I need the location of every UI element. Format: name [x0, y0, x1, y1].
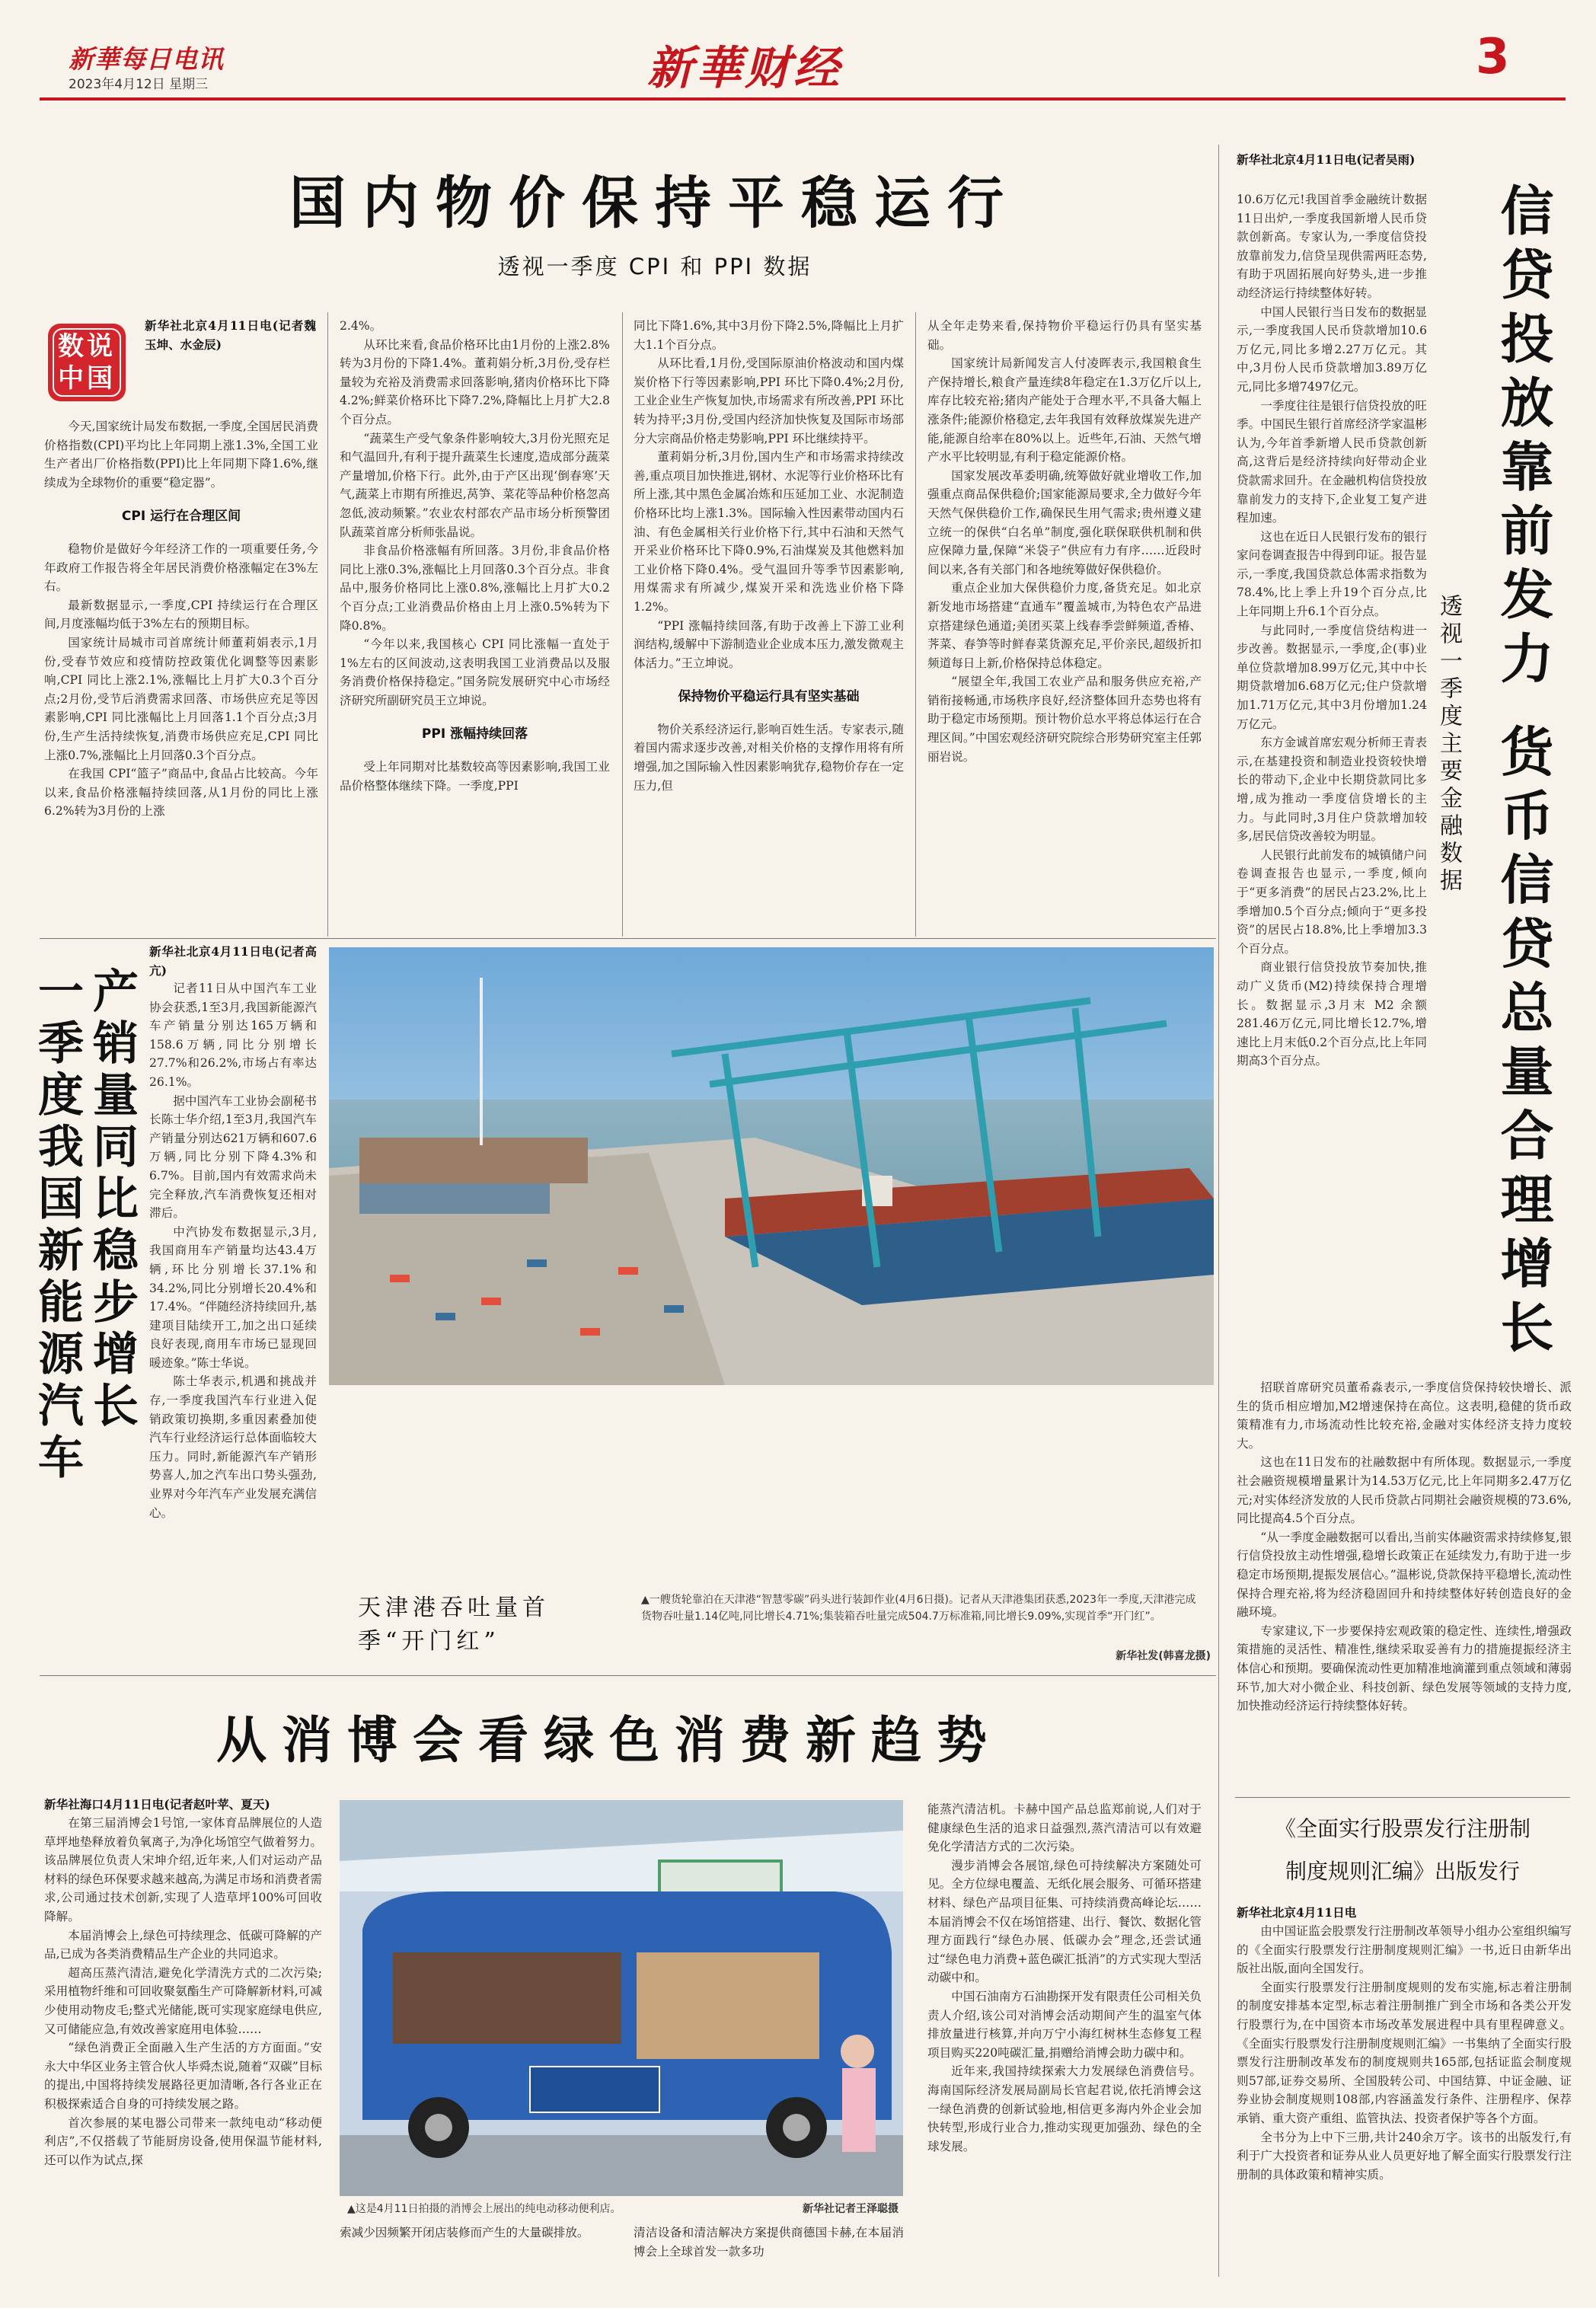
- expo-photo: [340, 1800, 903, 2196]
- divider-right-column: [1218, 145, 1219, 2277]
- auto-dateline: [149, 943, 317, 980]
- stock-dateline: [1237, 1904, 1572, 1923]
- body-paragraph: 受上年同期对比基数较高等因素影响,我国工业品价格整体继续下降。一季度,PPI: [340, 760, 610, 793]
- auto-headline-a: 一季度我国新能源汽车: [30, 967, 84, 1485]
- body-paragraph: 国家统计局城市司首席统计师董莉娟表示,1月份,受春节效应和疫情防控政策优化调整等因素影响,CPI 同比上涨2.1%,涨幅比上月扩大0.3个百分点;2月份,受节后消费需求回落、市场供应充足等因素影响,CPI 同比涨幅比上月回落1.1个百分点;3月份,生产生活持续恢复,消费市场供应充足,CPI 同比上涨0.7%,涨幅比上月回落0.3个百分点。: [44, 635, 318, 762]
- masthead-rule: [40, 97, 1566, 101]
- masthead: [0, 0, 1596, 95]
- shuoshuo-badge: [44, 320, 129, 405]
- stock-dateline-text: 新华社北京4月11日电: [1237, 1905, 1357, 1920]
- body-paragraph: 稳物价是做好今年经济工作的一项重要任务,今年政府工作报告将全年居民消费价格涨幅定在3%左右。: [44, 541, 318, 594]
- credit-col2: [1237, 1378, 1572, 1716]
- divider-auto-top: [40, 938, 1216, 939]
- auto-headline-b: 产销量同比稳步增长: [85, 967, 139, 1433]
- body-paragraph: 从环比来看,食品价格环比由1月份的上涨2.8%转为3月份的下降1.4%。董莉娟分析,3月份,受存栏量较为充裕及消费需求回落影响,猪肉价格环比下降4.2%;鲜菜价格环比下降7.2%,降幅比上月扩大2.8个百分点。: [340, 337, 610, 426]
- badge-text: 数说中国: [58, 331, 116, 394]
- divider-stock-top: [1235, 1797, 1570, 1798]
- credit-subtitle: 透视一季度主要金融数据: [1435, 594, 1462, 895]
- credit-headline: 信贷投放靠前发力 货币信贷总量合理增长: [1492, 183, 1555, 1364]
- body-paragraph: 商业银行信贷投放节奏加快,推动广义货币(M2)持续保持合理增长。数据显示,3月末 M2 余额281.46万亿元,同比增长12.7%,增速比上月末低0.2个百分点,比上年同期高3个百分点。: [1237, 960, 1427, 1068]
- cpi-col2: [340, 317, 610, 795]
- expo-headline: 从消博会看绿色消费新趋势: [216, 1710, 1002, 1770]
- expo-photo-image: [340, 1800, 903, 2196]
- body-paragraph: 能蒸汽清洁机。卡赫中国产品总监郑前说,人们对于健康绿色生活的追求日益强烈,蒸汽清洁可以有效避免化学清洁方式的二次污染。: [927, 1802, 1202, 1854]
- body-paragraph: 漫步消博会各展馆,绿色可持续解决方案随处可见。全方位绿电覆盖、无纸化展会服务、可循环搭建材料、绿色产品项目征集、可持续消费高峰论坛……本届消博会不仅在场馆搭建、出行、餐饮、数据化管理方面践行“绿色办展、低碳办会”理念,还尝试通过“绿色电力消费+蓝色碳汇抵消”的方式实现大型活动碳中和。: [927, 1858, 1202, 1985]
- body-paragraph: 招联首席研究员董希淼表示,一季度信贷保持较快增长、派生的货币相应增加,M2增速保持在高位。这表明,稳健的货币政策精准有力,市场流动性比较充裕,金融对实体经济支持力度较大。: [1237, 1381, 1572, 1451]
- expo-col1: [44, 1814, 322, 2169]
- expo-under-photo-b: [634, 2223, 904, 2261]
- expo-photo-credit: 新华社记者王泽聪摄: [803, 2203, 899, 2215]
- body-paragraph: 在第三届消博会1号馆,一家体育品牌展位的人造草坪地垫释放着负氧离子,为净化场馆空气做着努力。该品牌展位负责人宋坤介绍,近年来,人们对运动产品材料的绿色环保要求越来越高,为满足市场和消费者需求,公司通过技术创新,实现了人造草坪100%可回收降解。: [44, 1816, 322, 1923]
- body-paragraph: 专家建议,下一步要保持宏观政策的稳定性、连续性,增强政策措施的灵活性、精准性,继续采取妥善有力的措施提振经济主体信心和预期。要确保流动性更加精准地滴灌到重点领域和薄弱环节,加大对小微企业、科技创新、绿色发展等领域的支持力度,加快推动经济运行持续整体好转。: [1237, 1623, 1572, 1713]
- stock-headline-2: 制度规则汇编》出版发行: [1285, 1859, 1520, 1884]
- body-paragraph: 这也在11日发布的社融数据中有所体现。数据显示,一季度社会融资规模增量累计为14.53万亿元,比上年同期多2.47万亿元;对实体经济发放的人民币贷款占同期社会融资规模的73.6%,同比提高4.5个百分点。: [1237, 1455, 1572, 1526]
- cpi-dateline-text: 新华社北京4月11日电(记者魏玉坤、水金辰): [145, 318, 316, 352]
- section-subheading: 保持物价平稳运行具有坚实基础: [678, 689, 860, 705]
- body-paragraph: 今天,国家统计局发布数据,一季度,全国居民消费价格指数(CPI)平均比上年同期上涨1.3%,全国工业生产者出厂价格指数(PPI)比上年同期下降1.6%,继续成为全球物价的重要“稳定器”。: [44, 420, 318, 490]
- body-paragraph: 全书分为上中下三册,共计240余万字。该书的出版发行,有利于广大投资者和证券从业人员更好地了解全面实行股票发行注册制的具体政策和精神实质。: [1237, 2130, 1572, 2182]
- page-number: 3: [1476, 29, 1510, 85]
- body-paragraph: “展望全年,我国工农业产品和服务供应充裕,产销衔接畅通,市场秩序良好,经济整体回升态势也将有助于稳定市场预期。预计物价总水平将总体运行在合理区间。”中国宏观经济研究院综合形势研究室主任郭丽岩说。: [927, 675, 1202, 764]
- body-paragraph: “从一季度金融数据可以看出,当前实体融资需求持续修复,银行信贷投放主动性增强,稳增长政策正在延续发力,有助于进一步稳定市场预期,提振发展信心。”温彬说,贷款保持平稳增长,流动性保持合理充裕,将为经济稳固回升和持续整体好转创造良好的金融环境。: [1237, 1530, 1572, 1620]
- cpi-headline: 国内物价保持平稳运行: [289, 171, 1020, 236]
- expo-under-photo-a: [340, 2223, 610, 2243]
- body-paragraph: 董莉娟分析,3月份,国内生产和市场需求持续改善,重点项目加快推进,钢材、水泥等行业价格环比有所上涨,其中黑色金属冶炼和压延加工业、水泥制造价格环比均上涨1.3%。国际输入性因素带动国内石油、有色金属相关行业价格下行,其中石油和天然气开采业价格环比下降0.9%,石油煤炭及其他燃料加工业价格下降0.4%。受气温回升等季节因素影响,用煤需求有所减少,煤炭开采和洗选业价格下降1.2%。: [634, 450, 904, 614]
- cpi-dateline: [145, 317, 316, 354]
- auto-dateline-text: 新华社北京4月11日电(记者高亢): [149, 944, 317, 978]
- credit-col1: [1237, 190, 1427, 1071]
- expo-under-photo-a-text: 索减少因频繁开闭店装修而产生的大量碳排放。: [340, 2226, 589, 2239]
- body-paragraph: 全面实行股票发行注册制度规则的发布实施,标志着注册制的制度安排基本定型,标志着注册制推广到全市场和各类公开发行股票行为,在中国资本市场改革发展进程中具有里程碑意义。《全面实行股票发行注册制度规则汇编》一书集纳了全面实行股票发行注册制改革发布的制度规则共165部,包括证监会制度规则57部,证券交易所、全国股转公司、中国结算、中证金融、证券业协会制度规则108部,内容涵盖发行条件、注册程序、保荐承销、重大资产重组、监管执法、投资者保护等各个方面。: [1237, 1980, 1572, 2125]
- divider-cpi-2: [622, 312, 623, 937]
- expo-col3: [927, 1800, 1202, 2156]
- cpi-subtitle: 透视一季度 CPI 和 PPI 数据: [497, 254, 812, 279]
- port-credit: 新华社发(韩喜龙摄): [1116, 1650, 1211, 1662]
- body-paragraph: 物价关系经济运行,影响百姓生活。专家表示,随着国内需求逐步改善,对相关价格的支撑作用将有所增强,加之国际输入性因素影响犹存,稳物价存在一定压力,但: [634, 722, 904, 793]
- expo-dateline-text: 新华社海口4月11日电(记者赵叶苹、夏天): [44, 1797, 270, 1812]
- port-photo: [329, 947, 1214, 1385]
- body-paragraph: 同比下降1.6%,其中3月份下降2.5%,降幅比上月扩大1.1个百分点。: [634, 319, 904, 352]
- body-paragraph: 本届消博会上,绿色可持续理念、低碳可降解的产品,已成为各类消费精品生产企业的共同追求。: [44, 1928, 322, 1962]
- cpi-col3: [634, 317, 904, 795]
- issue-date: 2023年4月12日 星期三: [69, 77, 209, 92]
- expo-under-photo-b-text: 清洁设备和清洁解决方案提供商德国卡赫,在本届消博会上全球首发一款多功: [634, 2226, 904, 2259]
- port-caption: ▲一艘货轮靠泊在天津港“智慧零碳”码头进行装卸作业(4月6日摄)。记者从天津港集团获悉,2023年一季度,天津港完成货物吞吐量1.14亿吨,同比增长4.71%;集装箱吞吐量完成504.7万标准箱,同比增长9.09%,实现首季“开门红”。: [641, 1594, 1196, 1623]
- body-paragraph: 国家统计局新闻发言人付凌晖表示,我国粮食生产保持增长,粮食产量连续8年稳定在1.3万亿斤以上,库存比较充裕;猪肉产能处于合理水平,不具备大幅上涨条件;能源价格稳定,去年我国有效释放煤炭先进产能,能源自给率在80%以上。近些年,石油、天然气增产水平比较明显,有利于稳定能源价格。: [927, 356, 1202, 464]
- cpi-col4: [927, 317, 1202, 766]
- section-name: 新華财经: [647, 42, 842, 95]
- expo-dateline: [44, 1796, 322, 1815]
- cpi-col1: [44, 417, 318, 821]
- body-paragraph: 2.4%。: [340, 319, 382, 333]
- credit-dateline-text: 新华社北京4月11日电(记者吴雨): [1237, 152, 1416, 167]
- expo-photo-caption: ▲这是4月11日拍摄的消博会上展出的纯电动移动便利店。: [347, 2203, 621, 2215]
- port-photo-image: [329, 947, 1214, 1385]
- body-paragraph: 这也在近日人民银行发布的银行家问卷调查报告中得到印证。报告显示,一季度,我国贷款总体需求指数为78.4%,比上季上升19个百分点,比上年同期上升6.1个百分点。: [1237, 529, 1427, 619]
- body-paragraph: 近年来,我国持续探索大力发展绿色消费信号。海南国际经济发展局副局长官起君说,依托消博会这一绿色消费的创新试验地,相信更多海内外企业会加快转型,形成行业合力,推动实现更加强劲、绿色的全球发展。: [927, 2064, 1202, 2153]
- auto-col: [149, 979, 317, 1522]
- body-paragraph: 从环比看,1月份,受国际原油价格波动和国内煤炭价格下行等因素影响,PPI 环比下降0.4%;2月份,工业企业生产恢复加快,市场需求有所改善,PPI 环比转为持平;3月份,受国内经济加快恢复及国际市场部分大宗商品价格走势影响,PPI 环比继续持平。: [634, 356, 904, 445]
- port-label: 天津港吞吐量首季“开门红”: [358, 1595, 550, 1655]
- divider-expo-top: [40, 1675, 1216, 1676]
- body-paragraph: “蔬菜生产受气象条件影响较大,3月份光照充足和气温回升,有利于提升蔬菜生长速度,造成部分蔬菜产量增加,价格下行。此外,由于产区出现‘倒春寒’天气,蔬菜上市期有所推迟,莴笋、菜花等品种价格忽高忽低,波动频繁。”农业农村部农产品市场分析预警团队蔬菜首席分析师张晶说。: [340, 431, 610, 539]
- body-paragraph: “PPI 涨幅持续回落,有助于改善上下游工业利润结构,缓解中下游制造业企业成本压力,激发微观主体活力。”王立坤说。: [634, 618, 904, 670]
- body-paragraph: 中国人民银行当日发布的数据显示,一季度我国人民币贷款增加10.6万亿元,同比多增2.27万亿元。其中,3月份人民币贷款增加3.89万亿元,同比多增7497亿元。: [1237, 305, 1427, 394]
- body-paragraph: 一季度往往是银行信贷投放的旺季。中国民生银行首席经济学家温彬认为,今年首季新增人民币贷款创新高,这背后是经济持续向好带动企业贷款需求回升。在金融机构信贷投放靠前发力的支持下,企业复工复产进程加速。: [1237, 398, 1427, 525]
- body-paragraph: 由中国证监会股票发行注册制改革领导小组办公室组织编写的《全面实行股票发行注册制度规则汇编》一书,近日由新华出版社出版,面向全国发行。: [1237, 1924, 1572, 1976]
- section-subheading: CPI 运行在合理区间: [121, 509, 241, 525]
- body-paragraph: 首次参展的某电器公司带来一款纯电动“移动便利店”,不仅搭载了节能厨房设备,使用保温节能材料,还可以作为试点,探: [44, 2115, 322, 2167]
- stock-headline-1: 《全面实行股票发行注册制: [1274, 1816, 1531, 1841]
- credit-dateline: [1237, 151, 1427, 170]
- body-paragraph: 中汽协发布数据显示,3月,我国商用车产销量均达43.4万辆,环比分别增长37.1%和34.2%,同比分别增长20.4%和17.4%。“伴随经济持续回升,基建项目陆续开工,加之出口延续良好表现,商用车市场已显现回暖迹象。”陈士华说。: [149, 1224, 317, 1370]
- body-paragraph: 在我国 CPI“篮子”商品中,食品占比较高。今年以来,食品价格涨幅持续回落,从1月份的同比上涨6.2%转为3月份的上涨: [44, 767, 318, 819]
- section-subheading: PPI 涨幅持续回落: [421, 726, 528, 742]
- newspaper-name: 新華每日电讯: [69, 44, 224, 74]
- divider-cpi-3: [915, 312, 916, 937]
- body-paragraph: 陈士华表示,机遇和挑战并存,一季度我国汽车行业进入促销政策切换期,多重因素叠加使汽车行业经济运行总体面临较大压力。同时,新能源汽车产销形势喜人,加之汽车出口势头强劲,业界对今年汽车产业发展充满信心。: [149, 1374, 317, 1520]
- body-paragraph: 国家发展改革委明确,统筹做好就业增收工作,加强重点商品保供稳价;国家能源局要求,全力做好今年天然气保供稳价工作,确保民生用气需求;贵州遵义建立统一的保供“白名单”制度,强化联保联供机制和供应保障力量,保障“米袋子”供应有力有序……近段时间以来,各有关部门和各地统筹做好保供稳价。: [927, 468, 1202, 576]
- divider-cpi-1: [327, 312, 328, 937]
- body-paragraph: 超高压蒸汽清洁,避免化学清洗方式的二次污染;采用植物纤维和可回收聚氨酯生产可降解新材料,可减少使用动物皮毛;整式光储能,既可实现家庭绿电供应,又可储能应急,有效改善家庭用电体验……: [44, 1965, 322, 2036]
- body-paragraph: 重点企业加大保供稳价力度,备货充足。如北京新发地市场搭建“直通车”覆盖城市,为特色农产品进京搭建绿色通道;美团买菜上线春季尝鲜频道,香椿、荠菜、春笋等时鲜春菜货源充足,平价亲民,超级折扣频道每日上新,价格保持总体稳定。: [927, 581, 1202, 670]
- stock-col: [1237, 1922, 1572, 2184]
- body-paragraph: “今年以来,我国核心 CPI 同比涨幅一直处于1%左右的区间波动,这表明我国工业消费品以及服务消费价格保持稳定。”国务院发展研究中心市场经济研究所副研究员王立坤说。: [340, 637, 610, 707]
- body-paragraph: 与此同时,一季度信贷结构进一步改善。数据显示,一季度,企(事)业单位贷款增加8.99万亿元,其中中长期贷款增加6.68万亿元;住户贷款增加1.71万亿元,其中3月份增加1.24万亿元。: [1237, 623, 1427, 731]
- body-paragraph: 记者11日从中国汽车工业协会获悉,1至3月,我国新能源汽车产销量分别达165万辆和158.6万辆,同比分别增长27.7%和26.2%,市场占有率达26.1%。: [149, 982, 317, 1089]
- body-paragraph: “绿色消费正全面融入生产生活的方方面面。”安永大中华区业务主管合伙人毕舜杰说,随着“双碳”目标的提出,中国将持续发展路径更加清晰,各行各业正在积极探索适合自身的可持续发展之路。: [44, 2041, 322, 2111]
- body-paragraph: 中国石油南方石油勘探开发有限责任公司相关负责人介绍,该公司对消博会活动期间产生的温室气体排放量进行核算,并向万宁小海红树林生态修复工程项目购买220吨碳汇量,捐赠给消博会助力碳中和。: [927, 1989, 1202, 2060]
- body-paragraph: 人民银行此前发布的城镇储户问卷调查报告也显示,一季度,倾向于“更多消费”的居民占23.2%,比上季增加0.5个百分点;倾向于“更多投资”的居民占18.8%,比上季增加3.3个百分点。: [1237, 848, 1427, 956]
- body-paragraph: 10.6万亿元!我国首季金融统计数据11日出炉,一季度我国新增人民币贷款创新高。专家认为,一季度信贷投放靠前发力,信贷呈现供需两旺态势,有助于巩固拓展向好势头,进一步推动经济运行持续整体好转。: [1237, 193, 1427, 300]
- body-paragraph: 最新数据显示,一季度,CPI 持续运行在合理区间,月度涨幅均低于3%左右的预期目标。: [44, 598, 318, 631]
- body-paragraph: 非食品价格涨幅有所回落。3月份,非食品价格同比上涨0.3%,涨幅比上月回落0.3个百分点。非食品中,服务价格同比上涨0.8%,涨幅比上月扩大0.2个百分点;工业消费品价格由上月上涨0.5%转为下降0.8%。: [340, 544, 610, 633]
- body-paragraph: 从全年走势来看,保持物价平稳运行仍具有坚实基础。: [927, 319, 1202, 352]
- body-paragraph: 据中国汽车工业协会副秘书长陈士华介绍,1至3月,我国汽车产销量分别达621万辆和607.6万辆,同比分别下降4.3%和6.7%。目前,国内有效需求尚未完全释放,汽车消费恢复还相对滞后。: [149, 1093, 317, 1221]
- body-paragraph: 东方金诚首席宏观分析师王青表示,在基建投资和制造业投资较快增长的带动下,企业中长期贷款同比多增,成为推动一季度信贷增长的主力。与此同时,3月住户贷款增加较多,居民信贷改善较为明显。: [1237, 736, 1427, 844]
